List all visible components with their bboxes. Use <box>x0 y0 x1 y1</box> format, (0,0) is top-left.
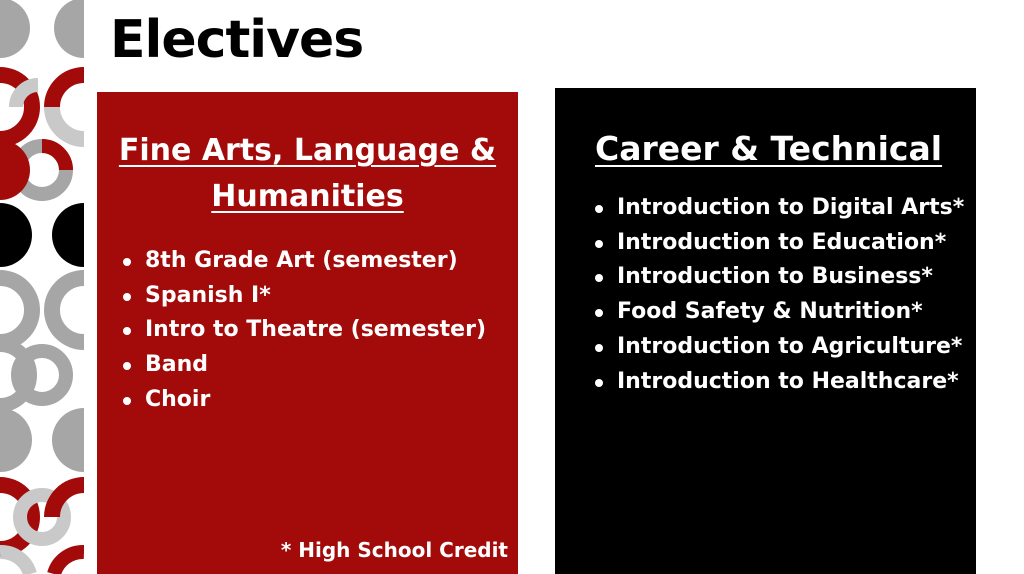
list-item: Intro to Theatre (semester) <box>121 313 511 348</box>
list-item: Food Safety & Nutrition* <box>593 295 973 330</box>
fine-arts-heading <box>97 128 518 220</box>
high-school-credit-note: * High School Credit <box>280 538 508 562</box>
list-item: Choir <box>121 383 511 418</box>
career-technical-panel <box>555 88 976 574</box>
list-item: Introduction to Digital Arts* <box>593 191 973 226</box>
list-item: Band <box>121 348 511 383</box>
fine-arts-heading-line2: Humanities <box>211 179 404 214</box>
list-item: Introduction to Education* <box>593 226 973 261</box>
list-item: Spanish I* <box>121 279 511 314</box>
decorative-circle-pattern <box>0 0 84 574</box>
list-item: Introduction to Business* <box>593 260 973 295</box>
list-item: 8th Grade Art (semester) <box>121 244 511 279</box>
page-title: Electives <box>110 10 364 70</box>
list-item: Introduction to Healthcare* <box>593 365 973 400</box>
fine-arts-panel <box>97 92 518 574</box>
fine-arts-heading-line1: Fine Arts, Language & <box>118 133 497 168</box>
career-technical-heading: Career & Technical <box>595 129 943 168</box>
fine-arts-list <box>121 244 511 418</box>
list-item: Introduction to Agriculture* <box>593 330 973 365</box>
career-technical-list <box>593 191 973 399</box>
